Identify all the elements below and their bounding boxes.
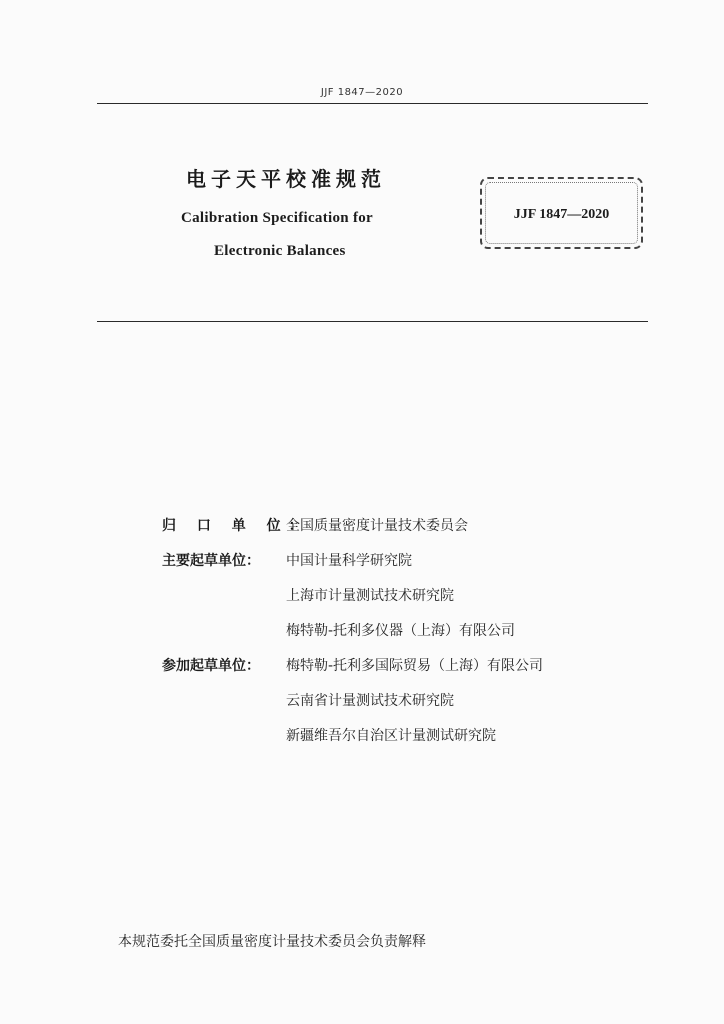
main-drafting-row <box>162 620 642 655</box>
participating-drafting-unit: 梅特勒-托利多国际贸易（上海）有限公司 <box>286 658 544 674</box>
responsible-unit-row <box>162 515 642 550</box>
main-drafting-label: 主要起草单位： <box>162 553 260 569</box>
title-english-line1: Calibration Specification for <box>181 210 374 226</box>
responsible-unit-value: 全国质量密度计量技术委员会 <box>286 518 468 534</box>
running-header-code: JJF 1847—2020 <box>320 87 404 98</box>
header-rule <box>97 103 648 104</box>
participating-drafting-unit: 云南省计量测试技术研究院 <box>286 693 454 709</box>
title-chinese: 电子天平校准规范 <box>186 167 386 191</box>
participating-drafting-row <box>162 655 642 690</box>
main-drafting-unit: 梅特勒-托利多仪器（上海）有限公司 <box>286 623 516 639</box>
responsible-unit-label: 归 口 单 位： <box>162 518 311 534</box>
main-drafting-unit: 中国计量科学研究院 <box>286 553 412 569</box>
participating-drafting-row <box>162 690 642 725</box>
title-rule <box>97 321 648 322</box>
participating-drafting-row <box>162 725 642 760</box>
organization-list <box>162 515 642 760</box>
standard-code: JJF 1847—2020 <box>513 207 610 222</box>
interpretation-note: 本规范委托全国质量密度计量技术委员会负责解释 <box>118 934 426 950</box>
main-drafting-row <box>162 585 642 620</box>
title-english-line2: Electronic Balances <box>214 243 346 259</box>
main-drafting-row <box>162 550 642 585</box>
main-drafting-unit: 上海市计量测试技术研究院 <box>286 588 454 604</box>
participating-drafting-unit: 新疆维吾尔自治区计量测试研究院 <box>286 728 496 744</box>
participating-drafting-label: 参加起草单位： <box>162 658 260 674</box>
